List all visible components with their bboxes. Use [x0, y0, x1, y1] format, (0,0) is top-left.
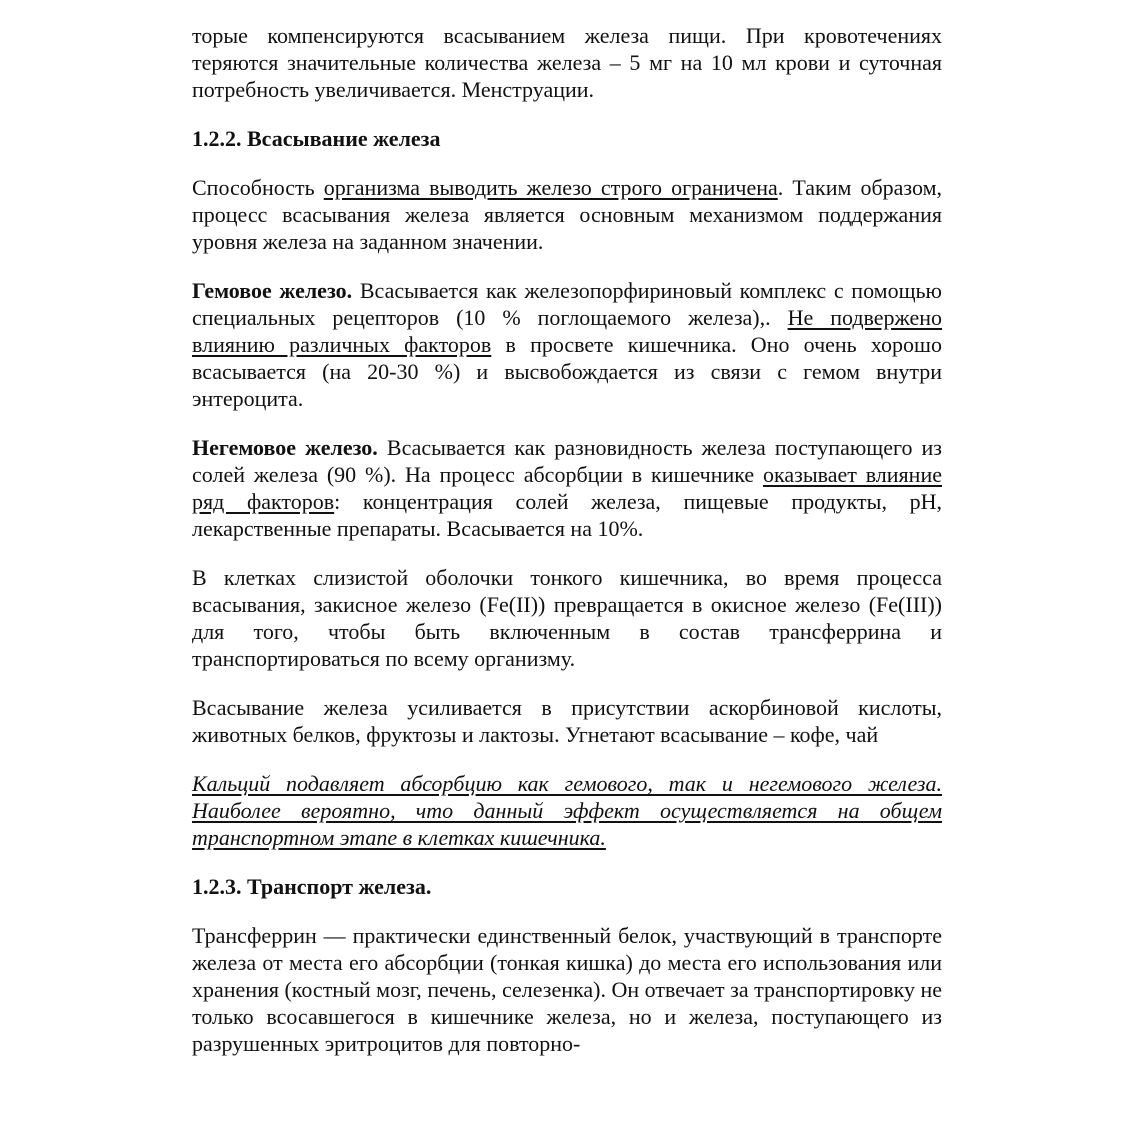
paragraph-nonheme-iron — [192, 434, 942, 542]
bold-term: Гемовое железо. — [192, 278, 353, 303]
text: Способность — [192, 175, 324, 200]
paragraph-heme-iron — [192, 277, 942, 412]
paragraph-calcium: Кальций подавляет абсорбцию как гемового, так и негемового железа. Наиболее вероятно, что данный эффект осуществляется на общем транспортном этапе в клетках кишечника. — [192, 771, 942, 850]
document-page — [192, 22, 942, 1079]
bold-term: Негемовое железо. — [192, 435, 378, 460]
section-heading-transport: 1.2.3. Транспорт железа. — [192, 874, 432, 899]
paragraph-mucosa: В клетках слизистой оболочки тонкого кишечника, во время процесса всасывания, закисное железо (Fe(II)) превращается в окисное железо (Fe(III)) для того, чтобы быть включенным в состав трансферрина и транспортироваться по всему организму. — [192, 565, 942, 671]
underlined-text: организма выводить железо строго ограничена — [323, 175, 778, 200]
underlined-text: Не подвержено влиянию различных факторов — [192, 305, 942, 357]
paragraph-continuation: торые компенсируются всасыванием железа пищи. При кровотечениях теряются значительные количества железа – 5 мг на 10 мл крови и суточная потребность увеличивается. Менструации. — [192, 23, 942, 102]
paragraph-excretion — [192, 174, 942, 255]
text: в просвете кишечника. Оно очень хорошо всасывается (на 20-30 %) и высвобождается из связи с гемом внутри энтероцита. — [192, 332, 942, 411]
section-heading-absorption: 1.2.2. Всасывание железа — [192, 126, 441, 151]
paragraph-enhancers: Всасывание железа усиливается в присутствии аскорбиновой кислоты, животных белков, фруктозы и лактозы. Угнетают всасывание – кофе, чай — [192, 695, 942, 747]
text: : концентрация солей железа, пищевые продукты, рН, лекарственные препараты. Всасывается на 10%. — [192, 489, 942, 541]
text: . Таким образом, процесс всасывания железа является основным механизмом поддержания уровня железа на заданном значении. — [192, 175, 942, 254]
text: Всасывается как железопорфириновый комплекс с помощью специальных рецепторов (10 % поглощаемого железа),. — [192, 278, 942, 330]
text: Всасывается как разновидность железа поступающего из солей железа (90 %). На процесс абсорбции в кишечнике — [192, 435, 942, 487]
paragraph-transferrin: Трансферрин — практически единственный белок, участвующий в транспорте железа от места его абсорбции (тонкая кишка) до места его использования или хранения (костный мозг, печень, селезенка). Он отвечает за транспортировку не только всосавшегося в кишечнике железа, но и железа, поступающего из разрушенных эритроцитов для повторно- — [192, 923, 942, 1056]
underlined-text: оказывает влияние ряд факторов — [192, 462, 942, 514]
